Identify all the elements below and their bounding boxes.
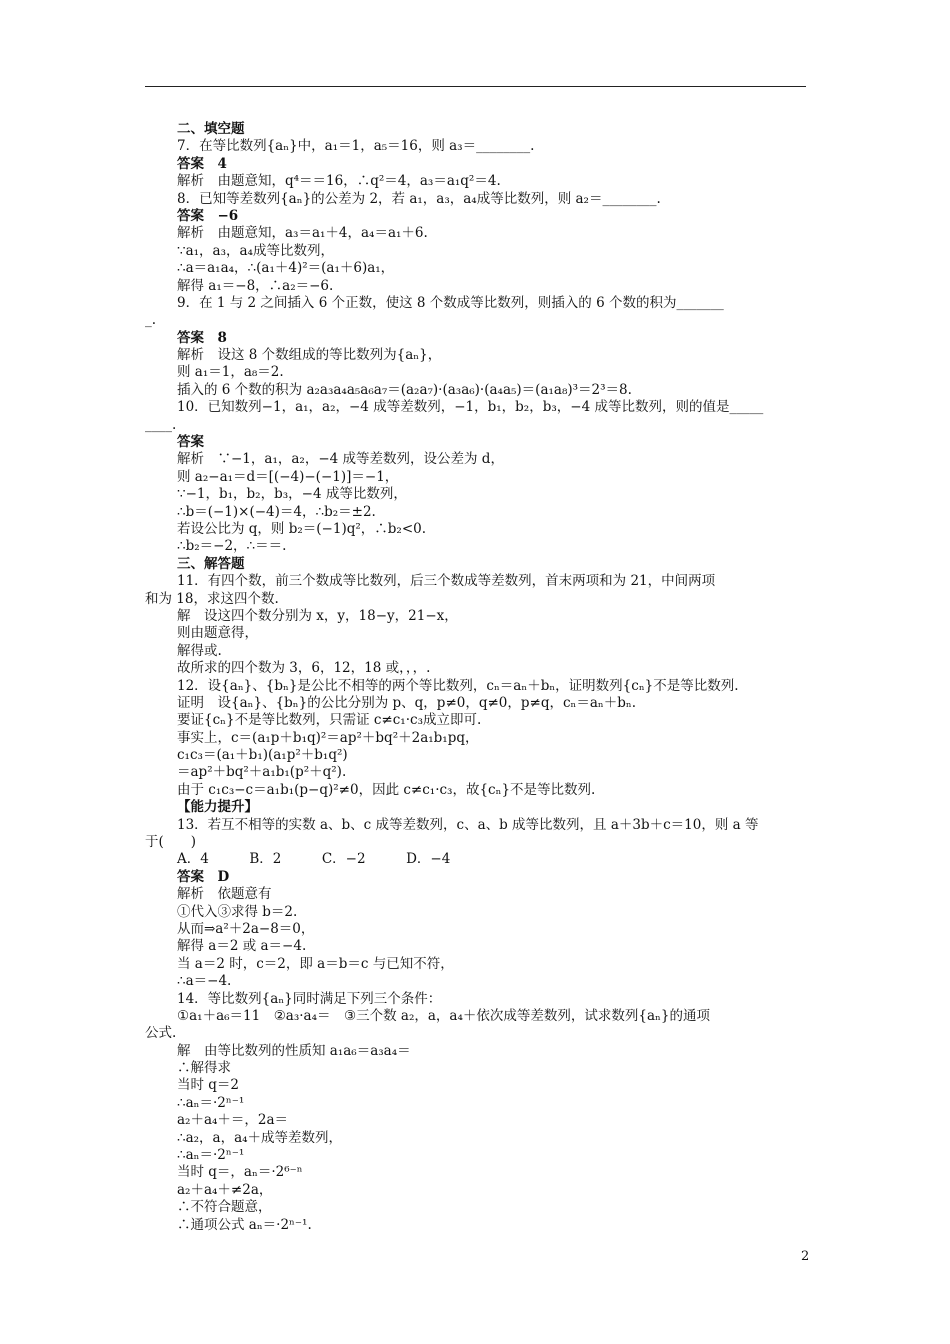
text-line: 当时 q＝，aₙ＝·2⁶⁻ⁿ <box>177 1164 303 1181</box>
text-line: 解得 a＝2 或 a＝−4. <box>177 938 307 955</box>
text-line: 8．已知等差数列{aₙ}的公差为 2，若 a₁，a₃，a₄成等比数列，则 a₂＝________. <box>177 190 661 207</box>
text-line: 13．若互不相等的实数 a、b、c 成等差数列，c、a、b 成等比数列，且 a＋3b＋c＝10，则 a 等 <box>177 816 759 833</box>
text-line: 故所求的四个数为 3，6，12，18 或，，，. <box>177 660 431 677</box>
text-line: 公式. <box>145 1025 177 1042</box>
text-line: 要证{cₙ}不是等比数列，只需证 c≠c₁·c₃成立即可. <box>177 712 482 729</box>
document-body <box>145 121 807 1234</box>
text-line: 9．在 1 与 2 之间插入 6 个正数，使这 8 个数成等比数列，则插入的 6 个数的积为_______ <box>177 294 724 311</box>
text-line: ____. <box>145 416 177 433</box>
text-line: 则由题意得， <box>177 625 258 642</box>
text-line: 12．设{aₙ}、{bₙ}是公比不相等的两个等比数列，cₙ＝aₙ＋bₙ，证明数列{cₙ}不是等比数列. <box>177 677 739 694</box>
text-line: 三、解答题 <box>177 555 245 572</box>
text-line: 解析 由题意知，a₃＝a₁＋4，a₄＝a₁＋6. <box>177 225 428 242</box>
text-line: ∴解得求 <box>177 1060 231 1077</box>
text-line: 11．有四个数，前三个数成等比数列，后三个数成等差数列，首末两项和为 21，中间两项 <box>177 573 716 590</box>
text-line: ①a₁＋a₆＝11 ②a₃·a₄＝ ③三个数 a₂，a，a₄＋依次成等差数列，试求数列{aₙ}的通项 <box>177 1007 710 1024</box>
text-line: 答案 D <box>177 868 230 885</box>
text-line: c₁c₃＝(a₁＋b₁)(a₁p²＋b₁q²) <box>177 747 348 764</box>
text-line: 解 由等比数列的性质知 a₁a₆＝a₃a₄＝ <box>177 1042 411 1059</box>
text-line: 答案 8 <box>177 329 227 346</box>
text-line: 14．等比数列{aₙ}同时满足下列三个条件： <box>177 990 442 1007</box>
text-line: ∴b₂＝−2，∴＝＝. <box>177 538 287 555</box>
text-line: ∴a＝−4. <box>177 973 232 990</box>
text-line: A．4 B．2 C．−2 D．−4 <box>177 851 451 868</box>
text-line: ∴a＝a₁a₄，∴(a₁＋4)²＝(a₁＋6)a₁， <box>177 260 395 277</box>
text-line: 事实上，c＝(a₁p＋b₁q)²＝ap²＋bq²＋2a₁b₁pq， <box>177 729 479 746</box>
text-line: ∴b＝(−1)×(−4)＝4，∴b₂＝±2. <box>177 503 376 520</box>
text-line: 解析 由题意知，q⁴＝＝16，∴q²＝4，a₃＝a₁q²＝4. <box>177 173 501 190</box>
text-line: a₂＋a₄＋≠2a， <box>177 1181 273 1198</box>
text-line: 解析 ∵−1，a₁，a₂，−4 成等差数列，设公差为 d， <box>177 451 504 468</box>
text-line: 于( ) <box>145 834 197 851</box>
text-line: 证明 设{aₙ}、{bₙ}的公比分别为 p、q，p≠0，q≠0，p≠q，cₙ＝aₙ＋bₙ. <box>177 694 637 711</box>
text-line: ∵a₁，a₃，a₄成等比数列， <box>177 242 334 259</box>
text-line: 当 a＝2 时，c＝2，即 a＝b＝c 与已知不符， <box>177 955 454 972</box>
text-line: ∴不符合题意， <box>177 1199 272 1216</box>
text-line: 和为 18，求这四个数. <box>145 590 279 607</box>
text-line: 解析 依题意有 <box>177 886 272 903</box>
text-line: 解 设这四个数分别为 x，y，18−y，21−x， <box>177 607 458 624</box>
text-line: 解析 设这 8 个数组成的等比数列为{aₙ}， <box>177 347 442 364</box>
text-line: 由于 c₁c₃−c＝a₁b₁(p−q)²≠0，因此 c≠c₁·c₃，故{cₙ}不是等比数列. <box>177 781 596 798</box>
text-line: 从而⇒a²＋2a−8＝0， <box>177 920 315 937</box>
text-line: 解得或. <box>177 642 222 659</box>
text-line: 10．已知数列−1，a₁，a₂，−4 成等差数列，−1，b₁，b₂，b₃，−4 成等比数列，则的值是_____ <box>177 399 764 416</box>
text-line: 答案 −6 <box>177 207 239 224</box>
text-line: 7．在等比数列{aₙ}中，a₁＝1，a₅＝16，则 a₃＝________. <box>177 138 535 155</box>
text-line: 【能力提升】 <box>177 799 258 816</box>
text-line: 答案 <box>177 434 204 451</box>
text-line: 答案 4 <box>177 155 227 172</box>
header-rule <box>145 86 806 87</box>
text-line: a₂＋a₄＋＝，2a＝ <box>177 1112 289 1129</box>
text-line: 则 a₁＝1，a₈＝2. <box>177 364 284 381</box>
text-line: 则 a₂−a₁＝d＝[(−4)−(−1)]＝−1， <box>177 468 399 485</box>
text-line: ＝ap²＋bq²＋a₁b₁(p²＋q²). <box>177 764 347 781</box>
text-line: ∴aₙ＝·2ⁿ⁻¹ <box>177 1094 245 1111</box>
text-line: 插入的 6 个数的积为 a₂a₃a₄a₅a₆a₇＝(a₂a₇)·(a₃a₆)·(a₄a₅)＝(a₁a₈)³＝2³＝8. <box>177 381 632 398</box>
text-line: 解得 a₁＝−8，∴a₂＝−6. <box>177 277 334 294</box>
text-line: 当时 q＝2 <box>177 1077 240 1094</box>
text-line: ∴通项公式 aₙ＝·2ⁿ⁻¹. <box>177 1216 312 1233</box>
text-line: ∵−1，b₁，b₂，b₃，−4 成等比数列， <box>177 486 407 503</box>
text-line: 若设公比为 q，则 b₂＝(−1)q²，∴b₂<0. <box>177 520 427 537</box>
page-number: 2 <box>801 1249 810 1264</box>
text-line: ∴aₙ＝·2ⁿ⁻¹ <box>177 1147 245 1164</box>
text-line: _. <box>145 312 157 329</box>
text-line: ∴a₂，a，a₄＋成等差数列， <box>177 1129 343 1146</box>
text-line: 二、填空题 <box>177 121 245 137</box>
text-line: ①代入③求得 b＝2. <box>177 903 298 920</box>
